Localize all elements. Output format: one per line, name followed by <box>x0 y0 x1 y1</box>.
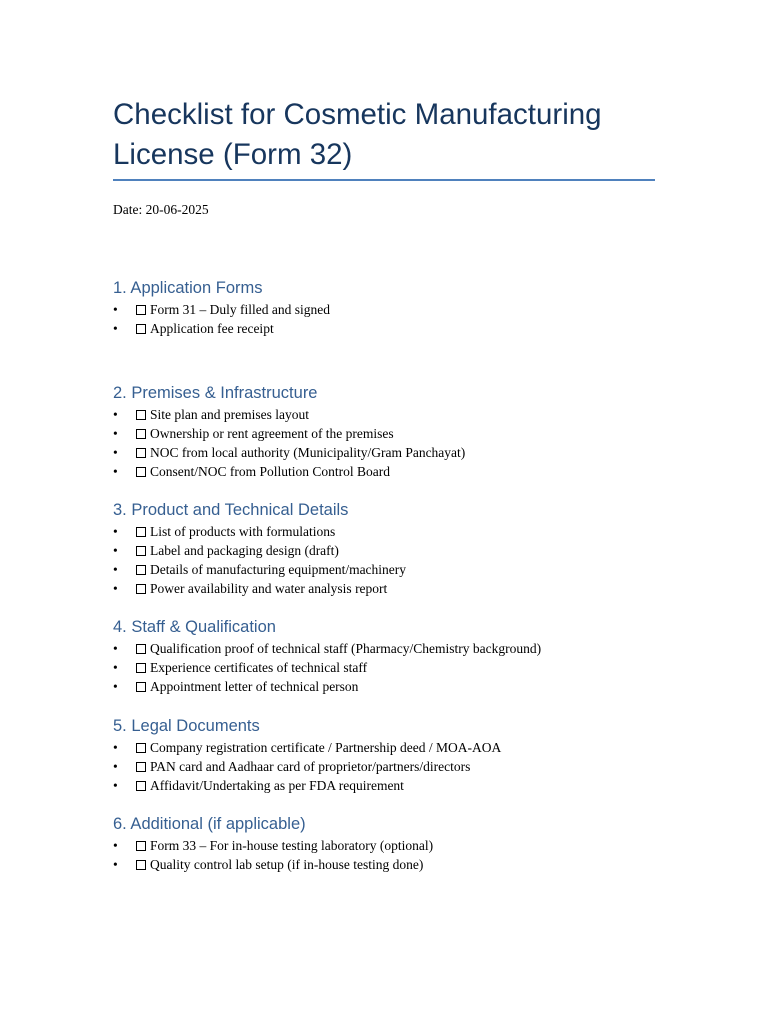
bullet-icon: • <box>113 838 118 853</box>
checklist-item-text: NOC from local authority (Municipality/Gram Panchayat) <box>150 445 466 460</box>
checklist-item-text: Ownership or rent agreement of the premises <box>150 426 394 441</box>
checklist-section <box>113 616 655 696</box>
document-page <box>113 95 655 874</box>
checkbox-icon <box>136 781 146 791</box>
section-heading: 3. Product and Technical Details <box>113 501 349 519</box>
checkbox-icon <box>136 527 146 537</box>
checklist-item-text: Company registration certificate / Partnership deed / MOA-AOA <box>150 740 502 755</box>
checklist-item <box>113 836 655 855</box>
checklist-items <box>113 738 655 795</box>
section-heading: 1. Application Forms <box>113 279 263 297</box>
bullet-icon: • <box>113 581 118 596</box>
checklist-item-text: Label and packaging design (draft) <box>150 543 339 558</box>
checklist-item-text: Quality control lab setup (if in-house testing done) <box>150 857 424 872</box>
checklist-sections <box>113 277 655 874</box>
checklist-item <box>113 579 655 598</box>
checkbox-icon <box>136 663 146 673</box>
checklist-section <box>113 715 655 795</box>
bullet-icon: • <box>113 464 118 479</box>
checklist-item-text: Qualification proof of technical staff (Pharmacy/Chemistry background) <box>150 641 542 656</box>
checklist-item <box>113 677 655 696</box>
checklist-item <box>113 855 655 874</box>
checkbox-icon <box>136 448 146 458</box>
bullet-icon: • <box>113 524 118 539</box>
section-heading: 6. Additional (if applicable) <box>113 815 306 833</box>
bullet-icon: • <box>113 679 118 694</box>
checklist-item <box>113 560 655 579</box>
checkbox-icon <box>136 410 146 420</box>
checklist-item <box>113 300 655 319</box>
checklist-section <box>113 499 655 598</box>
bullet-icon: • <box>113 321 118 336</box>
checkbox-icon <box>136 467 146 477</box>
section-heading: 4. Staff & Qualification <box>113 618 276 636</box>
checklist-item-text: Site plan and premises layout <box>150 407 309 422</box>
checklist-item-text: Power availability and water analysis report <box>150 581 388 596</box>
checkbox-icon <box>136 860 146 870</box>
checkbox-icon <box>136 644 146 654</box>
checklist-item <box>113 462 655 481</box>
checklist-items <box>113 522 655 598</box>
bullet-icon: • <box>113 445 118 460</box>
checklist-item <box>113 541 655 560</box>
checkbox-icon <box>136 305 146 315</box>
checkbox-icon <box>136 841 146 851</box>
checkbox-icon <box>136 762 146 772</box>
checklist-item-text: PAN card and Aadhaar card of proprietor/partners/directors <box>150 759 471 774</box>
checkbox-icon <box>136 546 146 556</box>
bullet-icon: • <box>113 740 118 755</box>
checklist-items <box>113 405 655 481</box>
checklist-item-text: Affidavit/Undertaking as per FDA requirement <box>150 778 404 793</box>
bullet-icon: • <box>113 759 118 774</box>
checklist-item <box>113 776 655 795</box>
bullet-icon: • <box>113 562 118 577</box>
checklist-item-text: Details of manufacturing equipment/machinery <box>150 562 407 577</box>
document-title: Checklist for Cosmetic Manufacturing License (Form 32) <box>113 95 655 181</box>
checkbox-icon <box>136 429 146 439</box>
checklist-item <box>113 443 655 462</box>
checkbox-icon <box>136 565 146 575</box>
checklist-item <box>113 319 655 338</box>
checklist-item <box>113 424 655 443</box>
checklist-item-text: Form 33 – For in-house testing laboratory (optional) <box>150 838 434 853</box>
checklist-item <box>113 757 655 776</box>
checklist-item-text: Form 31 – Duly filled and signed <box>150 302 330 317</box>
checklist-item-text: Consent/NOC from Pollution Control Board <box>150 464 391 479</box>
checklist-item-text: Application fee receipt <box>150 321 274 336</box>
checklist-items <box>113 836 655 874</box>
checklist-items <box>113 300 655 338</box>
section-heading: 2. Premises & Infrastructure <box>113 384 318 402</box>
checklist-item-text: List of products with formulations <box>150 524 336 539</box>
checklist-item-text: Experience certificates of technical staff <box>150 660 368 675</box>
bullet-icon: • <box>113 543 118 558</box>
checkbox-icon <box>136 682 146 692</box>
bullet-icon: • <box>113 302 118 317</box>
checklist-item <box>113 405 655 424</box>
document-date: Date: 20-06-2025 <box>113 202 209 217</box>
bullet-icon: • <box>113 660 118 675</box>
checklist-section <box>113 382 655 481</box>
bullet-icon: • <box>113 857 118 872</box>
checklist-section <box>113 277 655 338</box>
checkbox-icon <box>136 324 146 334</box>
checkbox-icon <box>136 743 146 753</box>
bullet-icon: • <box>113 407 118 422</box>
checklist-item <box>113 738 655 757</box>
bullet-icon: • <box>113 641 118 656</box>
checklist-item <box>113 522 655 541</box>
checklist-section <box>113 813 655 874</box>
section-heading: 5. Legal Documents <box>113 717 260 735</box>
checkbox-icon <box>136 584 146 594</box>
bullet-icon: • <box>113 778 118 793</box>
checklist-item <box>113 658 655 677</box>
checklist-item <box>113 639 655 658</box>
checklist-item-text: Appointment letter of technical person <box>150 679 359 694</box>
bullet-icon: • <box>113 426 118 441</box>
checklist-items <box>113 639 655 696</box>
